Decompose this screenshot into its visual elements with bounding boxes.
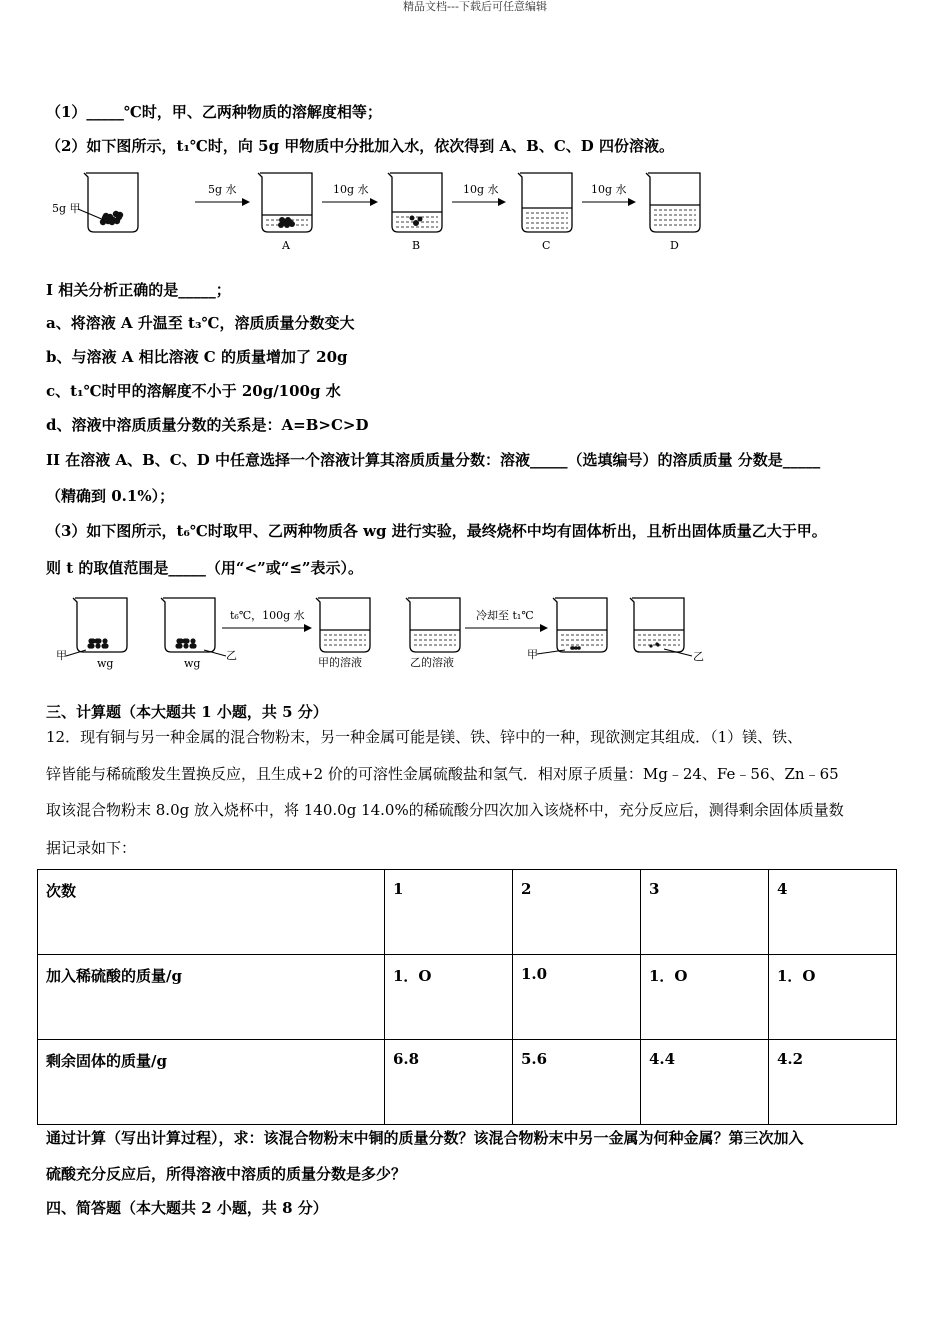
table-row <box>38 955 897 1040</box>
solid-particle <box>184 638 189 643</box>
table-cell: 1 <box>385 870 513 955</box>
question-3-cont: 则 t 的取值范围是_____（用“<”或“≤”表示）。 <box>46 559 364 577</box>
beaker-icon <box>553 598 607 652</box>
solid-particle <box>190 638 195 643</box>
table-cell: 2 <box>513 870 641 955</box>
solid-particle <box>413 220 419 226</box>
beaker-outline <box>553 598 607 652</box>
beaker-outline <box>316 598 370 652</box>
arrow-head-icon <box>304 624 312 632</box>
arrow-head-icon <box>540 624 548 632</box>
question-text: 通过计算（写出计算过程），求：该混合物粉末中铜的质量分数？该混合物粉末中另一金属为何种金属？第三次加入 <box>46 1129 804 1147</box>
solid-particle <box>418 217 423 222</box>
table-cell: 1．O <box>641 955 769 1040</box>
table-cell: 3 <box>641 870 769 955</box>
table-cell: 剩余固体的质量/g <box>38 1040 385 1125</box>
problem-12-line: 锌皆能与稀硫酸发生置换反应，且生成+2 价的可溶性金属硫酸盐和氢气．相对原子质量：Mg﹣24、Fe﹣56、Zn﹣65 <box>46 765 839 783</box>
label-yi: 乙 <box>226 649 237 662</box>
solid-particle <box>103 643 108 648</box>
arrow-label-heat: t₆℃，100g 水 <box>230 609 305 622</box>
table-cell: 5.6 <box>513 1040 641 1125</box>
label-wg: wg <box>184 657 201 670</box>
option-b: b、与溶液 A 相比溶液 C 的质量增加了 20g <box>46 348 348 366</box>
pointer-line <box>78 209 104 220</box>
table-cell: 次数 <box>38 870 385 955</box>
table-row <box>38 1040 897 1125</box>
beaker-diagram-2 <box>0 590 950 675</box>
arrow-label: 5g 水 <box>208 183 237 196</box>
solid-particle <box>284 222 290 228</box>
beaker-label: C <box>542 239 551 252</box>
solid-particle <box>649 644 652 647</box>
question-3: （3）如下图所示，t₆℃时取甲、乙两种物质各 wg 进行实验，最终烧杯中均有固体析出，且析出固体质量乙大于甲。 <box>46 522 827 540</box>
table-cell: 4.2 <box>769 1040 897 1125</box>
arrow-head-icon <box>370 198 378 206</box>
table-row <box>38 870 897 955</box>
part-ii-cont: （精确到 0.1%）； <box>46 487 175 505</box>
arrow-label: 10g 水 <box>591 183 627 196</box>
section-3-heading: 三、计算题（本大题共 1 小题，共 5 分） <box>46 703 328 721</box>
beaker-label: D <box>670 239 679 252</box>
question-1: （1）_____℃时，甲、乙两种物质的溶解度相等； <box>46 103 382 121</box>
pointer-line <box>66 650 86 656</box>
solid-particle <box>116 214 122 220</box>
arrow-label: 10g 水 <box>333 183 369 196</box>
solid-particle <box>89 643 94 648</box>
part-ii: II 在溶液 A、B、C、D 中任意选择一个溶液计算其溶质质量分数：溶液_____（选填编号）的溶质质量 分数是_____ <box>46 451 821 469</box>
beaker-outline <box>73 598 127 652</box>
solid-particle <box>90 638 95 643</box>
table-cell: 1.0 <box>513 955 641 1040</box>
beaker-outline <box>646 173 700 232</box>
beaker-icon <box>73 598 127 652</box>
beaker-label: A <box>282 239 290 252</box>
option-d: d、溶液中溶质质量分数的关系是：A=B>C>D <box>46 416 369 434</box>
option-a: a、将溶液 A 升温至 t₃℃，溶质质量分数变大 <box>46 314 355 332</box>
beaker-diagram-1 <box>0 165 950 257</box>
solid-particle <box>410 216 415 221</box>
beaker-label: B <box>412 239 421 252</box>
arrow-label: 10g 水 <box>463 183 499 196</box>
solid-particle <box>178 638 183 643</box>
beaker-icon <box>161 598 215 652</box>
label-jia-solution: 甲的溶液 <box>318 656 362 669</box>
solid-particle <box>183 643 188 648</box>
table-cell: 1．O <box>385 955 513 1040</box>
problem-12-line: 据记录如下： <box>46 839 137 857</box>
table-cell: 6.8 <box>385 1040 513 1125</box>
question-2: （2）如下图所示，t₁℃时，向 5g 甲物质中分批加入水，依次得到 A、B、C、D 四份溶液。 <box>46 137 674 155</box>
table-cell: 4 <box>769 870 897 955</box>
table-cell: 4.4 <box>641 1040 769 1125</box>
beaker-icon <box>316 598 370 652</box>
pointer-line <box>204 650 226 656</box>
beaker-outline <box>406 598 460 652</box>
beaker-icon <box>84 173 138 232</box>
arrow-head-icon <box>498 198 506 206</box>
arrow-head-icon <box>242 198 250 206</box>
label-yi: 乙 <box>693 650 704 663</box>
option-c: c、t₁℃时甲的溶解度不小于 20g/100g 水 <box>46 382 341 400</box>
solid-particle <box>96 638 101 643</box>
solid-particle <box>279 217 285 223</box>
label-jia: 甲 <box>56 649 67 662</box>
beaker-icon <box>646 173 700 232</box>
solid-particle <box>95 643 100 648</box>
table-cell: 1．O <box>769 955 897 1040</box>
beaker-icon <box>518 173 572 232</box>
start-label: 5g 甲 <box>52 202 81 215</box>
solid-particle <box>105 218 111 224</box>
part-i: I 相关分析正确的是_____； <box>46 281 231 299</box>
solid-particle <box>191 643 196 648</box>
beaker-outline <box>161 598 215 652</box>
section-4-heading: 四、简答题（本大题共 2 小题，共 8 分） <box>46 1199 328 1217</box>
beaker-icon <box>630 598 684 652</box>
data-table <box>37 869 897 1125</box>
solid-particle <box>102 638 107 643</box>
solid-particle <box>289 221 295 227</box>
solid-particle <box>177 643 182 648</box>
label-wg: wg <box>97 657 114 670</box>
problem-12-line: 12．现有铜与另一种金属的混合物粉末，另一种金属可能是镁、铁、锌中的一种，现欲测定其组成．（1）镁、铁、 <box>46 728 803 746</box>
label-jia: 甲 <box>527 648 538 661</box>
problem-12-line: 取该混合物粉末 8.0g 放入烧杯中，将 140.0g 14.0%的稀硫酸分四次加入该烧杯中，充分反应后，测得剩余固体质量数 <box>46 801 844 819</box>
beaker-icon <box>258 173 312 232</box>
page-header: 精品文档---下载后可任意编辑 <box>403 0 547 13</box>
question-text: 硫酸充分反应后，所得溶液中溶质的质量分数是多少？ <box>46 1165 407 1183</box>
solid-particle <box>571 646 575 650</box>
beaker-icon <box>388 173 442 232</box>
beaker-icon <box>406 598 460 652</box>
table-cell: 加入稀硫酸的质量/g <box>38 955 385 1040</box>
label-yi-solution: 乙的溶液 <box>410 656 454 669</box>
arrow-label-cool: 冷却至 t₁℃ <box>476 609 534 622</box>
solid-particle <box>655 642 658 645</box>
arrow-head-icon <box>628 198 636 206</box>
